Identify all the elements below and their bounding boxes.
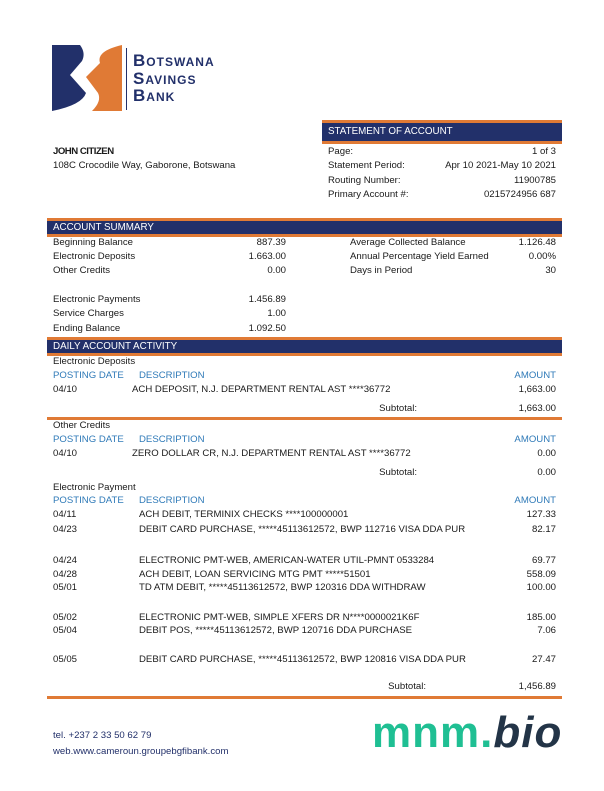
logo-divider — [126, 48, 127, 110]
subtotal-value: 1,456.89 — [518, 681, 556, 692]
row-amount: 127.33 — [526, 509, 556, 520]
statement-label: Routing Number: — [328, 175, 401, 186]
statement-header: STATEMENT OF ACCOUNT — [322, 120, 562, 144]
row-amount: 0.00 — [537, 448, 556, 459]
row-amount: 100.00 — [526, 582, 556, 593]
row-date: 05/04 — [53, 625, 78, 636]
bank-name-line: Savings — [133, 68, 197, 88]
customer-address: 108C Crocodile Way, Gaborone, Botswana — [53, 160, 236, 171]
statement-label: Primary Account #: — [328, 189, 409, 200]
statement-value: 11900785 — [514, 175, 556, 186]
summary-value: 30 — [545, 265, 556, 276]
row-description: ACH DEPOSIT, N.J. DEPARTMENT RENTAL AST ****36772 — [132, 384, 391, 395]
summary-label: Annual Percentage Yield Earned — [350, 251, 489, 262]
summary-label: Average Collected Balance — [350, 237, 466, 248]
row-date: 04/23 — [53, 524, 78, 535]
row-description: ELECTRONIC PMT-WEB, AMERICAN-WATER UTIL-PMNT 0533284 — [139, 555, 435, 566]
watermark-part: mnm. — [372, 708, 494, 757]
row-amount: 558.09 — [526, 569, 556, 580]
row-description: DEBIT CARD PURCHASE, *****45113612572, BWP 120816 VISA DDA PUR — [139, 654, 466, 665]
column-header-description: DESCRIPTION — [139, 434, 205, 445]
summary-label: Other Credits — [53, 265, 111, 276]
summary-label: Days in Period — [350, 265, 413, 276]
column-header-date: POSTING DATE — [53, 434, 124, 445]
column-header-amount: AMOUNT — [514, 434, 556, 445]
row-date: 04/10 — [53, 384, 78, 395]
summary-label: Electronic Deposits — [53, 251, 136, 262]
column-header-amount: AMOUNT — [514, 495, 556, 506]
row-amount: 27.47 — [531, 654, 556, 665]
daily-activity-header: DAILY ACCOUNT ACTIVITY — [47, 337, 562, 356]
section-title: Electronic Deposits — [53, 356, 136, 367]
summary-value: 1.126.48 — [518, 237, 556, 248]
customer-name: JOHN CITIZEN — [53, 146, 114, 157]
row-date: 04/10 — [53, 448, 78, 459]
subtotal-label: Subtotal: — [379, 403, 417, 414]
statement-value: 0215724956 687 — [483, 189, 556, 200]
row-description: ELECTRONIC PMT-WEB, SIMPLE XFERS DR N****0000021K6F — [139, 612, 420, 623]
subtotal-value: 1,663.00 — [518, 403, 556, 414]
section-title: Other Credits — [53, 420, 111, 431]
column-header-date: POSTING DATE — [53, 495, 124, 506]
row-date: 04/11 — [53, 509, 77, 520]
summary-value: 1.663.00 — [248, 251, 286, 262]
summary-value: 1.092.50 — [248, 323, 286, 334]
section-divider — [47, 696, 562, 699]
summary-value: 1.456.89 — [248, 294, 286, 305]
bank-logo-mark-icon — [52, 45, 132, 111]
summary-value: 0.00% — [528, 251, 556, 262]
row-amount: 185.00 — [526, 612, 556, 623]
subtotal-label: Subtotal: — [379, 467, 417, 478]
bank-name-line: Botswana — [133, 51, 215, 70]
column-header-description: DESCRIPTION — [139, 495, 205, 506]
row-description: ACH DEBIT, TERMINIX CHECKS ****100000001 — [139, 509, 349, 520]
summary-value: 1.00 — [267, 308, 286, 319]
row-date: 04/28 — [53, 569, 78, 580]
watermark-logo — [372, 708, 562, 758]
row-amount: 69.77 — [531, 555, 556, 566]
row-description: ACH DEBIT, LOAN SERVICING MTG PMT *****51501 — [139, 569, 371, 580]
row-amount: 1,663.00 — [518, 384, 556, 395]
summary-value: 887.39 — [256, 237, 286, 248]
statement-value: Apr 10 2021-May 10 2021 — [445, 160, 556, 171]
summary-label: Electronic Payments — [53, 294, 141, 305]
summary-value: 0.00 — [267, 265, 286, 276]
column-header-amount: AMOUNT — [514, 370, 556, 381]
statement-label: Statement Period: — [328, 160, 405, 171]
section-title: Electronic Payment — [53, 482, 136, 493]
subtotal-value: 0.00 — [537, 467, 556, 478]
row-date: 05/02 — [53, 612, 78, 623]
column-header-description: DESCRIPTION — [139, 370, 205, 381]
summary-label: Service Charges — [53, 308, 124, 319]
row-amount: 7.06 — [537, 625, 556, 636]
watermark-part: bio — [493, 708, 563, 757]
statement-value: 1 of 3 — [531, 146, 556, 157]
footer-web[interactable]: web.www.cameroun.groupebgfibank.com — [53, 746, 229, 757]
bank-name — [133, 52, 215, 105]
subtotal-label: Subtotal: — [388, 681, 426, 692]
statement-label: Page: — [328, 146, 354, 157]
column-header-date: POSTING DATE — [53, 370, 124, 381]
row-amount: 82.17 — [531, 524, 556, 535]
bank-logo — [52, 45, 132, 114]
row-description: TD ATM DEBIT, *****45113612572, BWP 120316 DDA WITHDRAW — [139, 582, 426, 593]
account-summary-header: ACCOUNT SUMMARY — [47, 218, 562, 237]
row-description: ZERO DOLLAR CR, N.J. DEPARTMENT RENTAL AST ****36772 — [132, 448, 411, 459]
bank-name-line: Bank — [133, 86, 176, 105]
summary-label: Beginning Balance — [53, 237, 134, 248]
row-date: 05/01 — [53, 582, 78, 593]
footer-tel: tel. +237 2 33 50 62 79 — [53, 730, 152, 741]
row-description: DEBIT POS, *****45113612572, BWP 120716 DDA PURCHASE — [139, 625, 413, 636]
summary-label: Ending Balance — [53, 323, 121, 334]
section-divider — [47, 417, 562, 420]
row-date: 04/24 — [53, 555, 78, 566]
row-description: DEBIT CARD PURCHASE, *****45113612572, BWP 112716 VISA DDA PUR — [139, 524, 466, 535]
row-date: 05/05 — [53, 654, 78, 665]
